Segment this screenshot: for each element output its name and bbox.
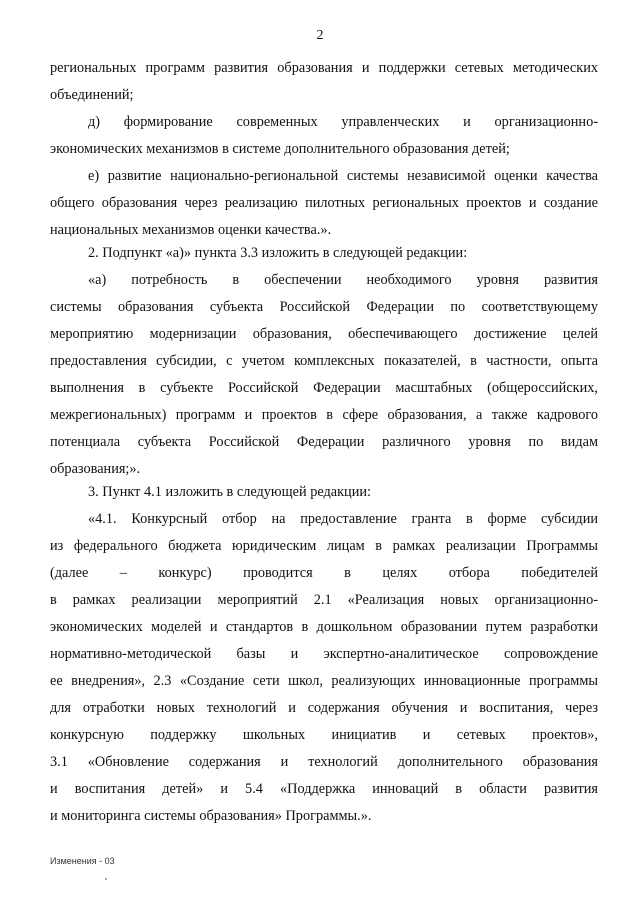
text-line: 3.1 «Обновление содержания и технологий дополнительного образования <box>50 754 598 770</box>
text-line: выполнения в субъекте Российской Федерации масштабных (общероссийских, <box>50 380 598 396</box>
text-line: образования;». <box>50 461 141 477</box>
text-line: ее внедрения», 2.3 «Создание сети школ, реализующих инновационные программы <box>50 673 598 689</box>
text-line: региональных программ развития образования и поддержки сетевых методических <box>50 60 598 76</box>
text-line: предоставления субсидии, с учетом комплексных показателей, в частности, опыта <box>50 353 598 369</box>
text-line: общего образования через реализацию пилотных региональных проектов и создание <box>50 195 598 211</box>
text-line: для отработки новых технологий и содержания обучения и воспитания, через <box>50 700 598 716</box>
page-number: 2 <box>316 28 324 43</box>
text-line: потенциала субъекта Российской Федерации различного уровня по видам <box>50 434 598 450</box>
scan-mark <box>105 878 107 880</box>
text-line: е) развитие национально-региональной системы независимой оценки качества <box>88 168 598 184</box>
text-line: экономических моделей и стандартов в дошкольном образовании путем разработки <box>50 619 598 635</box>
text-line: конкурсную поддержку школьных инициатив и сетевых проектов», <box>50 727 598 743</box>
text-line: в рамках реализации мероприятий 2.1 «Реализация новых организационно- <box>50 592 598 608</box>
text-line: системы образования субъекта Российской Федерации по соответствующему <box>50 299 598 315</box>
text-line: национальных механизмов оценки качества.». <box>50 222 332 238</box>
text-line: объединений; <box>50 87 134 103</box>
text-line: межрегиональных) программ и проектов в сфере образования, а также кадрового <box>50 407 598 423</box>
footer-revision-label: Изменения - 03 <box>50 856 115 866</box>
text-line: д) формирование современных управленческих и организационно- <box>88 114 598 130</box>
text-line: и воспитания детей» и 5.4 «Поддержка инноваций в области развития <box>50 781 598 797</box>
text-line: «а) потребность в обеспечении необходимого уровня развития <box>88 272 598 288</box>
text-line: из федерального бюджета юридическим лицам в рамках реализации Программы <box>50 538 598 554</box>
text-line: и мониторинга системы образования» Программы.». <box>50 808 372 824</box>
text-line: мероприятию модернизации образования, обеспечивающего достижение целей <box>50 326 598 342</box>
text-line: нормативно-методической базы и экспертно-аналитическое сопровождение <box>50 646 598 662</box>
text-line: экономических механизмов в системе дополнительного образования детей; <box>50 141 510 157</box>
text-line: (далее – конкурс) проводится в целях отбора победителей <box>50 565 598 581</box>
text-line: 2. Подпункт «а)» пункта 3.3 изложить в следующей редакции: <box>88 245 468 261</box>
text-line: 3. Пункт 4.1 изложить в следующей редакции: <box>88 484 371 500</box>
text-line: «4.1. Конкурсный отбор на предоставление гранта в форме субсидии <box>88 511 598 527</box>
